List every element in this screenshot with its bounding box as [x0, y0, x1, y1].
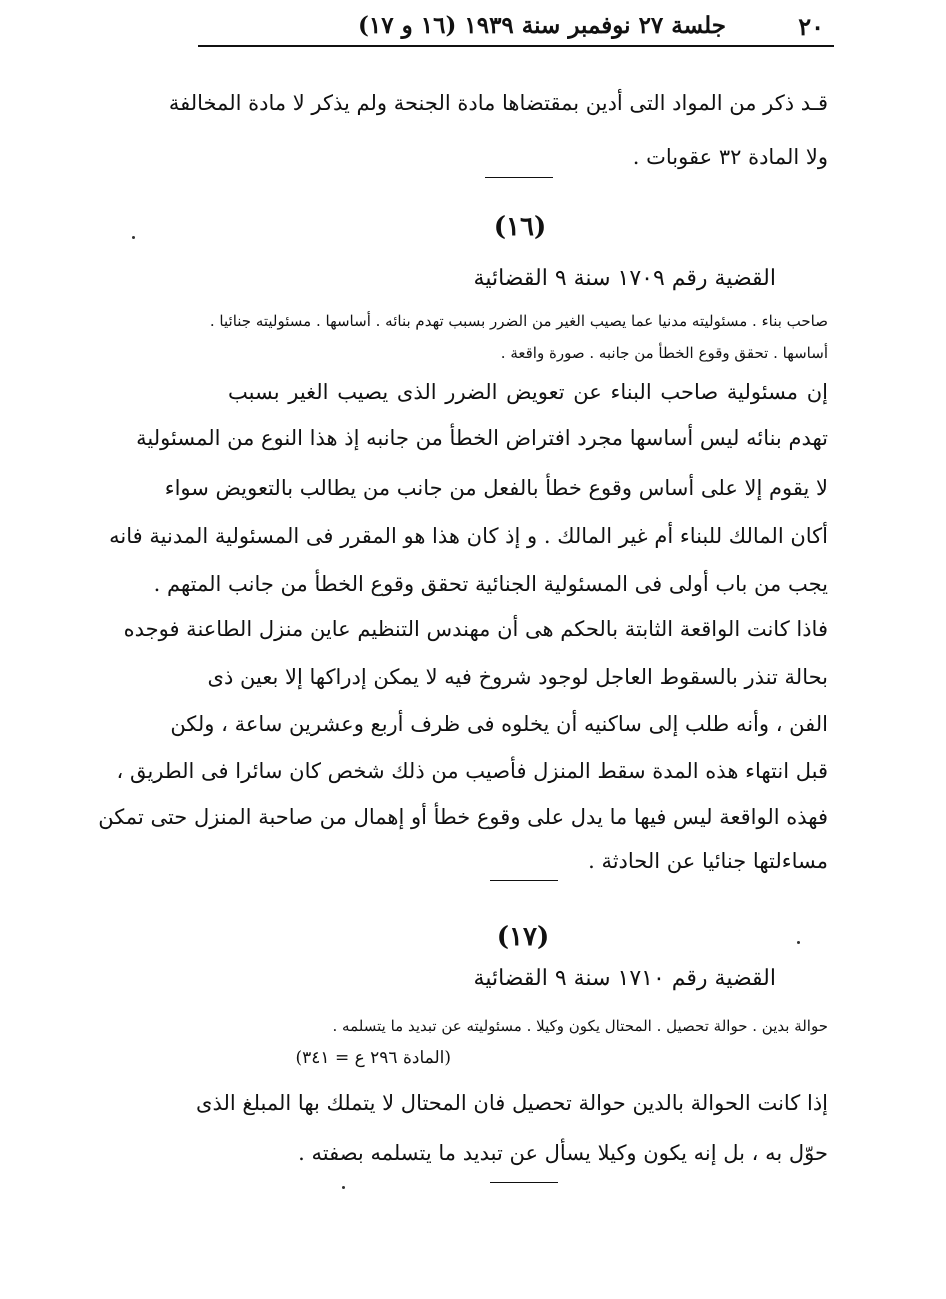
- case16-body-line-4: أكان المالك للبناء أم غير المالك . و إذ كان هذا هو المقرر فى المسئولية المدنية فانه: [109, 524, 828, 548]
- case17-number: (١٧): [496, 922, 550, 952]
- case16-body-line-3: لا يقوم إلا على أساس وقوع خطأ بالفعل من جانب من يطالب بالتعويض سواء: [164, 476, 828, 500]
- scan-speck: [342, 1186, 345, 1189]
- case16-body-line-2: تهدم بنائه ليس أساسها مجرد افتراض الخطأ من جانبه إذ هذا النوع من المسئولية: [136, 426, 828, 450]
- case16-number: (١٦): [493, 212, 547, 242]
- header-rule: [198, 45, 834, 47]
- case16-body-line-7: بحالة تنذر بالسقوط العاجل لوجود شروخ فيه لا يمكن إدراكها إلا بعين ذى: [207, 665, 828, 689]
- case16-summary-line-1: صاحب بناء . مسئوليته مدنيا عما يصيب الغير من الضرر بسبب تهدم بنائه . أساسها . مسئوليته جنائيا .: [209, 312, 828, 330]
- case16-summary-line-2: أساسها . تحقق وقوع الخطأ من جانبه . صورة واقعة .: [500, 344, 828, 362]
- case16-body-line-5: يجب من باب أولى فى المسئولية الجنائية تحقق وقوع الخطأ من جانب المتهم .: [153, 572, 828, 596]
- case16-body-line-8: الفن ، وأنه طلب إلى ساكنيه أن يخلوه فى ظرف أربع وعشرين ساعة ، ولكن: [170, 712, 828, 736]
- page-header: [198, 8, 834, 42]
- case16-body-line-10: فهذه الواقعة ليس فيها ما يدل على وقوع خطأ أو إهمال من صاحبة المنزل حتى تمكن: [98, 805, 828, 829]
- page-number: ٢٠: [798, 12, 824, 41]
- case17-article-reference: (المادة ٢٩٦ ع = ٣٤١): [295, 1048, 451, 1068]
- intro-line-2: ولا المادة ٣٢ عقوبات .: [632, 145, 828, 169]
- scan-speck: [132, 236, 135, 239]
- section-divider: [490, 880, 558, 881]
- case16-title: القضية رقم ١٧٠٩ سنة ٩ القضائية: [473, 266, 776, 291]
- intro-line-1: قـد ذكر من المواد التى أدين بمقتضاها مادة الجنحة ولم يذكر لا مادة المخالفة: [168, 91, 828, 115]
- case17-body-line-2: حوّل به ، بل إنه يكون وكيلا يسأل عن تبديد ما يتسلمه بصفته .: [298, 1141, 828, 1165]
- section-divider: [485, 177, 553, 178]
- case16-body-line-11: مساءلتها جنائيا عن الحادثة .: [588, 849, 828, 873]
- case17-summary-line-1: حوالة بدين . حوالة تحصيل . المحتال يكون وكيلا . مسئوليته عن تبديد ما يتسلمه .: [332, 1017, 828, 1035]
- case16-body-line-1: إن مسئولية صاحب البناء عن تعويض الضرر الذى يصيب الغير بسبب: [228, 380, 829, 404]
- case16-body-line-6: فاذا كانت الواقعة الثابتة بالحكم هى أن مهندس التنظيم عاين منزل الطاعنة فوجده: [123, 617, 828, 641]
- scan-speck: [797, 941, 800, 944]
- header-title: جلسة ٢٧ نوفمبر سنة ١٩٣٩ (١٦ و ١٧): [358, 12, 726, 39]
- case17-title: القضية رقم ١٧١٠ سنة ٩ القضائية: [473, 966, 776, 991]
- case17-body-line-1: إذا كانت الحوالة بالدين حوالة تحصيل فان المحتال لا يتملك بها المبلغ الذى: [196, 1091, 828, 1115]
- section-divider: [490, 1182, 558, 1183]
- case16-body-line-9: قبل انتهاء هذه المدة سقط المنزل فأصيب من ذلك شخص كان سائرا فى الطريق ،: [116, 759, 828, 783]
